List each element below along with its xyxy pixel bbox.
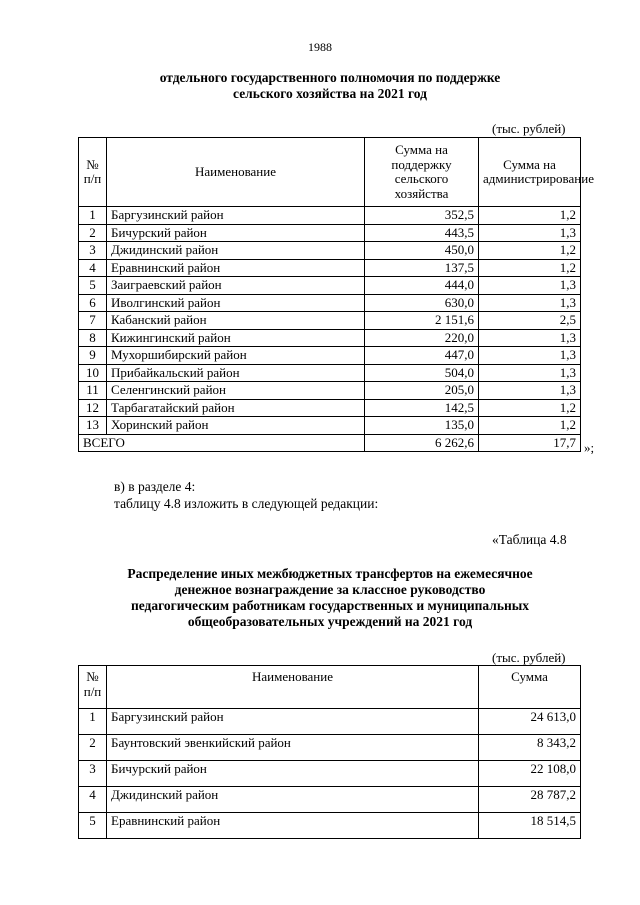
row-admin-sum: 1,3 [479,382,581,400]
row-sum: 24 613,0 [479,709,581,735]
column-header-agri: Сумма на поддержку сельского хозяйства [365,138,479,207]
amendment-line-1: в) в разделе 4: [114,479,196,494]
row-number: 5 [79,813,107,839]
column-header-name: Наименование [107,138,365,207]
table-header-row [79,138,581,207]
section2-heading-line: Распределение иных межбюджетных трансфертов на ежемесячное [127,566,533,581]
agri-support-table [78,137,594,452]
table-row [79,207,581,225]
total-admin: 17,7 [479,434,581,452]
row-sum: 8 343,2 [479,735,581,761]
table-row [79,277,581,295]
row-number: 2 [79,735,107,761]
amendment-line-2: таблицу 4.8 изложить в следующей редакции: [114,496,379,511]
row-name: Баргузинский район [107,207,365,225]
row-name: Баргузинский район [107,709,479,735]
row-admin-sum: 1,3 [479,294,581,312]
section1-heading [70,70,590,102]
table-row [79,364,581,382]
row-name: Бичурский район [107,224,365,242]
row-admin-sum: 1,3 [479,347,581,365]
row-admin-sum: 2,5 [479,312,581,330]
row-agri-sum: 630,0 [365,294,479,312]
row-number: 12 [79,399,107,417]
row-agri-sum: 450,0 [365,242,479,260]
row-name: Джидинский район [107,787,479,813]
row-number: 8 [79,329,107,347]
row-admin-sum: 1,2 [479,399,581,417]
row-agri-sum: 205,0 [365,382,479,400]
column-header-admin: Сумма на администрирование [479,138,581,207]
row-admin-sum: 1,3 [479,329,581,347]
row-admin-sum: 1,3 [479,224,581,242]
row-agri-sum: 447,0 [365,347,479,365]
table-row [79,347,581,365]
row-admin-sum: 1,3 [479,277,581,295]
row-name: Бичурский район [107,761,479,787]
page-number: 1988 [308,40,332,54]
row-name: Прибайкальский район [107,364,365,382]
row-agri-sum: 352,5 [365,207,479,225]
row-agri-sum: 504,0 [365,364,479,382]
table-row [79,399,581,417]
table-row [79,224,581,242]
section2-heading-line: педагогическим работникам государственных и муниципальных [130,598,530,613]
section1-units: (тыс. рублей) [492,121,566,136]
row-number: 2 [79,224,107,242]
row-agri-sum: 444,0 [365,277,479,295]
row-agri-sum: 2 151,6 [365,312,479,330]
row-name: Джидинский район [107,242,365,260]
row-number: 9 [79,347,107,365]
row-admin-sum: 1,2 [479,207,581,225]
row-sum: 28 787,2 [479,787,581,813]
total-label: ВСЕГО [79,434,365,452]
row-name: Кабанский район [107,312,365,330]
table-row [79,417,581,435]
row-admin-sum: 1,3 [479,364,581,382]
row-agri-sum: 135,0 [365,417,479,435]
row-number: 3 [79,761,107,787]
row-number: 4 [79,259,107,277]
row-name: Иволгинский район [107,294,365,312]
section1-heading-line: сельского хозяйства на 2021 год [233,86,427,101]
section1-heading-line: отдельного государственного полномочия по поддержке [159,70,501,85]
column-header-num: № п/п [79,138,107,207]
row-name: Заиграевский район [107,277,365,295]
section2-units: (тыс. рублей) [492,650,566,665]
table-row [79,329,581,347]
table-row [79,259,581,277]
total-agri: 6 262,6 [365,434,479,452]
table-row [79,735,581,761]
closing-quote-mark: »; [584,440,595,455]
row-number: 3 [79,242,107,260]
row-number: 6 [79,294,107,312]
row-name: Мухоршибирский район [107,347,365,365]
column-header-num: № п/п [79,666,107,709]
row-name: Баунтовский эвенкийский район [107,735,479,761]
row-admin-sum: 1,2 [479,417,581,435]
table-row [79,294,581,312]
row-number: 7 [79,312,107,330]
row-number: 11 [79,382,107,400]
row-sum: 18 514,5 [479,813,581,839]
column-header-name: Наименование [107,666,479,709]
table-row [79,312,581,330]
row-number: 1 [79,709,107,735]
row-sum: 22 108,0 [479,761,581,787]
table-row [79,813,581,839]
total-row [79,434,581,452]
table-row [79,242,581,260]
table-label: «Таблица 4.8 [492,532,567,547]
row-name: Хоринский район [107,417,365,435]
section2-heading-line: общеобразовательных учреждений на 2021 год [187,614,473,629]
table-row [79,709,581,735]
row-name: Еравнинский район [107,259,365,277]
row-number: 13 [79,417,107,435]
row-admin-sum: 1,2 [479,259,581,277]
row-number: 1 [79,207,107,225]
row-agri-sum: 142,5 [365,399,479,417]
section2-heading-line: денежное вознаграждение за классное руководство [174,582,486,597]
row-number: 10 [79,364,107,382]
row-number: 4 [79,787,107,813]
row-name: Кижингинский район [107,329,365,347]
row-name: Еравнинский район [107,813,479,839]
row-name: Тарбагатайский район [107,399,365,417]
row-agri-sum: 220,0 [365,329,479,347]
column-header-sum: Сумма [479,666,581,709]
table-row [79,787,581,813]
table-header-row [79,666,581,709]
table-row [79,382,581,400]
section2-heading [70,566,590,630]
row-number: 5 [79,277,107,295]
teacher-transfers-table [78,665,581,839]
row-agri-sum: 137,5 [365,259,479,277]
row-admin-sum: 1,2 [479,242,581,260]
table-row [79,761,581,787]
row-agri-sum: 443,5 [365,224,479,242]
row-name: Селенгинский район [107,382,365,400]
